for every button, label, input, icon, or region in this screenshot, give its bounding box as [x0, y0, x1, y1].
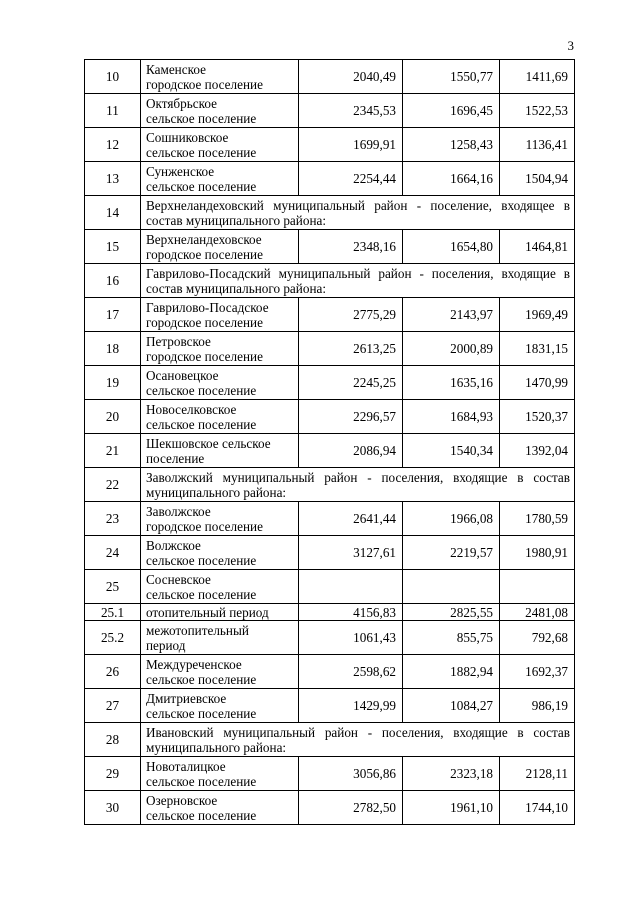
- row-number-cell: 24: [85, 536, 141, 570]
- settlement-name-cell: [141, 60, 299, 94]
- settlement-name-line: Междуреченское: [146, 656, 242, 672]
- value-cell-3: 1692,37: [500, 655, 575, 689]
- page-number: 3: [567, 38, 574, 53]
- value-cell-3: 2481,08: [500, 604, 575, 621]
- value-cell-2: 1684,93: [403, 400, 500, 434]
- row-number-cell: 15: [85, 230, 141, 264]
- settlement-name-line: Озерновское: [146, 792, 218, 808]
- row-number-cell: 17: [85, 298, 141, 332]
- settlement-name-cell: [141, 400, 299, 434]
- value-cell-1: 2345,53: [299, 94, 403, 128]
- row-number-cell: 25.2: [85, 621, 141, 655]
- settlement-name-cell: [141, 94, 299, 128]
- table-row: [85, 655, 575, 689]
- settlement-name-line: межотопительный: [146, 622, 249, 638]
- value-cell-3: 1831,15: [500, 332, 575, 366]
- settlement-name-cell: [141, 655, 299, 689]
- settlement-name-cell: [141, 434, 299, 468]
- value-cell-3: [500, 570, 575, 604]
- settlement-name-line: поселение: [146, 450, 205, 466]
- value-cell-2: 1961,10: [403, 791, 500, 825]
- table-row: [85, 332, 575, 366]
- value-cell-3: 1136,41: [500, 128, 575, 162]
- value-cell-2: 2825,55: [403, 604, 500, 621]
- row-number-cell: 29: [85, 757, 141, 791]
- value-cell-3: 1392,04: [500, 434, 575, 468]
- table-row: [85, 757, 575, 791]
- row-number-cell: 19: [85, 366, 141, 400]
- section-heading-cell: Ивановский муниципальный район - поселения, входящие в состав муниципального района:: [141, 723, 575, 757]
- settlement-name-line: Шекшовское сельское: [146, 435, 271, 451]
- row-number-cell: 14: [85, 196, 141, 230]
- settlement-name-cell: [141, 570, 299, 604]
- settlement-name-line: Сосневское: [146, 571, 211, 587]
- value-cell-2: 1966,08: [403, 502, 500, 536]
- tariff-table: [84, 59, 575, 825]
- table-row: [85, 400, 575, 434]
- settlement-name-cell: [141, 536, 299, 570]
- value-cell-2: [403, 570, 500, 604]
- value-cell-3: 1470,99: [500, 366, 575, 400]
- settlement-name-cell: [141, 689, 299, 723]
- table-row: [85, 94, 575, 128]
- settlement-name-line: городское поселение: [146, 518, 263, 534]
- row-number-cell: 18: [85, 332, 141, 366]
- settlement-name-line: Дмитриевское: [146, 690, 227, 706]
- value-cell-1: 2782,50: [299, 791, 403, 825]
- value-cell-2: 1635,16: [403, 366, 500, 400]
- value-cell-3: 1744,10: [500, 791, 575, 825]
- settlement-name-cell: [141, 757, 299, 791]
- value-cell-2: 1084,27: [403, 689, 500, 723]
- table-row: [85, 791, 575, 825]
- settlement-name-line: сельское поселение: [146, 144, 257, 160]
- value-cell-3: 1411,69: [500, 60, 575, 94]
- value-cell-1: 2641,44: [299, 502, 403, 536]
- table-row: [85, 230, 575, 264]
- table-row: [85, 536, 575, 570]
- value-cell-3: 1969,49: [500, 298, 575, 332]
- value-cell-1: 2598,62: [299, 655, 403, 689]
- settlement-name-cell: [141, 604, 299, 621]
- settlement-name-line: Сошниковское: [146, 129, 229, 145]
- settlement-name-line: сельское поселение: [146, 671, 257, 687]
- settlement-name-line: городское поселение: [146, 314, 263, 330]
- settlement-name-line: Волжское: [146, 537, 201, 553]
- table-section-row: [85, 196, 575, 230]
- settlement-name-cell: [141, 366, 299, 400]
- settlement-name-line: отопительный период: [146, 604, 269, 620]
- settlement-name-line: сельское поселение: [146, 382, 257, 398]
- settlement-name-line: Октябрьское: [146, 95, 217, 111]
- settlement-name-line: городское поселение: [146, 76, 263, 92]
- value-cell-2: 1664,16: [403, 162, 500, 196]
- table-row: [85, 604, 575, 621]
- table-section-row: [85, 264, 575, 298]
- value-cell-2: 1540,34: [403, 434, 500, 468]
- value-cell-1: 2296,57: [299, 400, 403, 434]
- settlement-name-line: сельское поселение: [146, 586, 257, 602]
- settlement-name-cell: [141, 791, 299, 825]
- value-cell-3: 1522,53: [500, 94, 575, 128]
- value-cell-1: [299, 570, 403, 604]
- row-number-cell: 28: [85, 723, 141, 757]
- table-row: [85, 570, 575, 604]
- value-cell-3: 1520,37: [500, 400, 575, 434]
- row-number-cell: 23: [85, 502, 141, 536]
- settlement-name-line: сельское поселение: [146, 178, 257, 194]
- value-cell-2: 1696,45: [403, 94, 500, 128]
- section-heading-cell: Гаврилово-Посадский муниципальный район - поселения, входящие в состав муниципального района:: [141, 264, 575, 298]
- settlement-name-line: сельское поселение: [146, 773, 257, 789]
- value-cell-3: 2128,11: [500, 757, 575, 791]
- table-row: [85, 502, 575, 536]
- value-cell-1: 2348,16: [299, 230, 403, 264]
- settlement-name-line: Сунженское: [146, 163, 215, 179]
- value-cell-2: 1258,43: [403, 128, 500, 162]
- settlement-name-line: сельское поселение: [146, 705, 257, 721]
- settlement-name-line: Верхнеландеховское: [146, 231, 262, 247]
- row-number-cell: 25.1: [85, 604, 141, 621]
- settlement-name-line: сельское поселение: [146, 110, 257, 126]
- settlement-name-line: сельское поселение: [146, 552, 257, 568]
- settlement-name-line: Гаврилово-Посадское: [146, 299, 269, 315]
- table-row: [85, 689, 575, 723]
- row-number-cell: 20: [85, 400, 141, 434]
- value-cell-1: 1061,43: [299, 621, 403, 655]
- settlement-name-cell: [141, 621, 299, 655]
- table-row: [85, 298, 575, 332]
- value-cell-1: 2086,94: [299, 434, 403, 468]
- value-cell-1: 1429,99: [299, 689, 403, 723]
- settlement-name-line: период: [146, 637, 186, 653]
- value-cell-3: 792,68: [500, 621, 575, 655]
- value-cell-1: 2254,44: [299, 162, 403, 196]
- table-row: [85, 434, 575, 468]
- table-row: [85, 621, 575, 655]
- value-cell-2: 1654,80: [403, 230, 500, 264]
- settlement-name-line: Осановецкое: [146, 367, 219, 383]
- value-cell-3: 1464,81: [500, 230, 575, 264]
- settlement-name-line: Новоселковское: [146, 401, 237, 417]
- value-cell-1: 2040,49: [299, 60, 403, 94]
- value-cell-2: 2000,89: [403, 332, 500, 366]
- value-cell-1: 2245,25: [299, 366, 403, 400]
- value-cell-1: 4156,83: [299, 604, 403, 621]
- settlement-name-cell: [141, 128, 299, 162]
- row-number-cell: 26: [85, 655, 141, 689]
- table-row: [85, 162, 575, 196]
- value-cell-3: 1504,94: [500, 162, 575, 196]
- row-number-cell: 22: [85, 468, 141, 502]
- value-cell-2: 1882,94: [403, 655, 500, 689]
- value-cell-2: 2219,57: [403, 536, 500, 570]
- table-row: [85, 366, 575, 400]
- settlement-name-cell: [141, 298, 299, 332]
- value-cell-1: 3127,61: [299, 536, 403, 570]
- value-cell-3: 1780,59: [500, 502, 575, 536]
- value-cell-3: 986,19: [500, 689, 575, 723]
- settlement-name-line: сельское поселение: [146, 416, 257, 432]
- table-row: [85, 60, 575, 94]
- table-section-row: [85, 723, 575, 757]
- value-cell-2: 1550,77: [403, 60, 500, 94]
- row-number-cell: 30: [85, 791, 141, 825]
- value-cell-1: 3056,86: [299, 757, 403, 791]
- value-cell-2: 855,75: [403, 621, 500, 655]
- value-cell-2: 2323,18: [403, 757, 500, 791]
- section-heading-cell: Заволжский муниципальный район - поселения, входящие в состав муниципального района:: [141, 468, 575, 502]
- settlement-name-line: городское поселение: [146, 348, 263, 364]
- row-number-cell: 25: [85, 570, 141, 604]
- row-number-cell: 11: [85, 94, 141, 128]
- settlement-name-line: Заволжское: [146, 503, 211, 519]
- settlement-name-line: городское поселение: [146, 246, 263, 262]
- section-heading-cell: Верхнеландеховский муниципальный район - поселение, входящее в состав муниципального района:: [141, 196, 575, 230]
- row-number-cell: 27: [85, 689, 141, 723]
- row-number-cell: 21: [85, 434, 141, 468]
- value-cell-3: 1980,91: [500, 536, 575, 570]
- value-cell-1: 2775,29: [299, 298, 403, 332]
- settlement-name-line: Новоталицкое: [146, 758, 226, 774]
- settlement-name-cell: [141, 502, 299, 536]
- settlement-name-cell: [141, 332, 299, 366]
- value-cell-2: 2143,97: [403, 298, 500, 332]
- row-number-cell: 12: [85, 128, 141, 162]
- row-number-cell: 10: [85, 60, 141, 94]
- value-cell-1: 2613,25: [299, 332, 403, 366]
- settlement-name-line: Каменское: [146, 61, 206, 77]
- row-number-cell: 16: [85, 264, 141, 298]
- table-row: [85, 128, 575, 162]
- settlement-name-line: Петровское: [146, 333, 211, 349]
- settlement-name-cell: [141, 162, 299, 196]
- table-section-row: [85, 468, 575, 502]
- value-cell-1: 1699,91: [299, 128, 403, 162]
- settlement-name-line: сельское поселение: [146, 807, 257, 823]
- row-number-cell: 13: [85, 162, 141, 196]
- settlement-name-cell: [141, 230, 299, 264]
